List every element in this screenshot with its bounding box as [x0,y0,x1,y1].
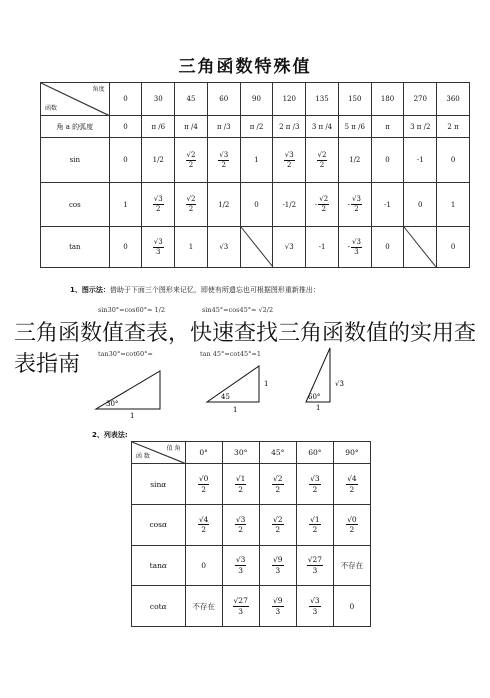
undefined-slash [404,227,436,267]
value-cell [273,182,306,226]
fraction [346,516,358,534]
fraction-numerator: √2 [272,474,283,484]
value-cell [333,464,370,505]
sin-row-label [132,464,186,505]
angle-value: 30 [153,95,163,104]
fraction [309,475,321,493]
function-label: tan [69,243,81,252]
table-row [41,182,470,226]
fraction [272,475,284,493]
fraction [346,475,358,493]
radian-cell [273,116,306,138]
header-bottom-label: 函数 [45,105,58,113]
radian-value: π /2 [249,122,264,131]
value-cell [240,138,273,182]
value-cell [259,504,296,545]
table-row [132,545,371,586]
alpha-symbol: α [161,479,167,489]
value-cell [333,586,370,627]
fraction-denominator: 2 [201,525,206,535]
header-bottom-label: 函 数 [136,453,150,461]
value-cell [222,464,259,505]
angle-header [175,83,208,116]
cell-value: 1 [254,156,259,165]
fraction-numerator: √2 [186,195,196,204]
triangle-30-side: 1 [130,412,135,420]
value-cell [109,138,142,182]
cell-value: -1 [318,243,326,252]
fraction [284,152,295,169]
cell-value: 0 [450,243,456,252]
value-cell [437,227,470,268]
fraction-denominator: 2 [238,525,244,535]
radian-cell [371,116,404,138]
value-cell [296,504,333,545]
diagram-method-note [70,285,320,295]
value-cell [185,464,222,505]
triangle-30-angle: 30° [106,400,119,408]
triangle-45-side-b: 1 [233,406,238,414]
radian-cell [240,116,273,138]
cell-value: 不存在 [192,601,215,611]
header-corner-cell [132,442,186,464]
fraction-numerator: √27 [233,596,248,606]
diagram-method-text: 借助于下面三个图形来记忆，即使有所遗忘也可根据图形重新推出： [109,286,320,294]
radian-value: 5 π /6 [344,122,365,131]
angle-value: 90 [252,95,261,104]
formula-sin30: sin30°=cos60°= 1/2 [98,306,165,314]
cell-value: 0 [201,560,206,570]
angle-header [259,442,296,464]
fraction-denominator: 3 [238,606,244,616]
radian-cell [404,116,437,138]
header-top-label: 角度 [92,86,105,93]
table-row [41,138,470,182]
value-cell [222,545,259,586]
fraction-numerator: √3 [310,596,320,606]
value-cell [109,227,142,268]
function-label: sin [69,156,80,165]
angle-header [306,83,339,116]
fraction-numerator: √9 [272,596,283,606]
cell-value: 0 [254,200,259,209]
fraction-numerator: √9 [272,555,283,565]
value-cell [371,182,404,226]
value-cell [404,138,437,182]
value-cell [240,227,273,268]
diagram-method-label: 1、图示法： [70,286,110,294]
angle-value: 270 [413,95,427,104]
cell-value: 0 [385,243,390,252]
fraction [351,239,362,256]
fraction-denominator: 2 [312,484,318,494]
fraction-numerator: √27 [307,555,323,565]
value-cell [306,138,339,182]
cell-value: -1/2 [282,200,297,209]
value-cell [296,545,333,586]
angle-value: 0 [123,95,128,104]
fraction-denominator: 3 [312,606,318,616]
value-cell [437,138,470,182]
cell-value: 1 [188,243,194,252]
value-cell [296,586,333,627]
value-cell [371,227,404,268]
fraction [351,196,362,213]
value-cell [333,504,370,545]
value-cell [273,138,306,182]
cell-value: 1/2 [152,156,164,165]
list-method-label: 2、列表法: [92,431,128,439]
fraction [318,196,329,213]
fraction [153,196,164,213]
value-cell [333,545,370,586]
angle-header [333,442,370,464]
fraction-numerator: √2 [186,150,196,159]
fraction-numerator: √3 [153,195,163,204]
value-cell [259,586,296,627]
angle-value: 45° [271,448,285,458]
angle-header [296,442,333,464]
radian-value: 2 π /3 [279,122,300,131]
fraction-denominator: 2 [275,484,281,494]
fraction [317,152,328,169]
value-cell [306,227,339,268]
fraction-denominator: 2 [188,205,194,214]
value-cell [371,138,404,182]
fraction [272,516,284,534]
value-cell [338,182,371,226]
triangle-45-side-a: 1 [264,380,269,388]
angle-value: 30° [234,448,248,458]
radian-cell [175,116,208,138]
header-corner-cell [41,83,110,116]
radian-value: 3 π /4 [311,122,333,131]
angle-value: 180 [380,95,395,104]
value-cell [259,464,296,505]
fraction-denominator: 3 [354,247,359,256]
fraction [233,597,249,615]
cell-value: 0 [123,243,128,252]
value-cell [338,227,371,268]
fraction-denominator: 3 [156,247,161,256]
radian-label: 角 a 的弧度 [56,122,94,131]
fraction-numerator: √3 [153,237,163,246]
fraction [218,152,229,169]
special-values-table [40,82,470,268]
function-label: cos [149,520,163,530]
cell-value: 1 [450,200,456,209]
angle-header [240,83,273,116]
fraction-numerator: √2 [317,150,327,159]
value-cell [175,138,208,182]
fraction-denominator: 2 [188,160,194,169]
fraction [235,556,247,574]
fraction-numerator: √3 [310,474,320,484]
fraction [307,556,323,574]
angle-header [222,442,259,464]
fraction-denominator: 2 [221,160,226,169]
angle-header [185,442,222,464]
header-top-label: 值 角 [166,445,181,452]
value-cell [222,586,259,627]
value-cell [404,182,437,226]
value-cell [240,182,273,226]
radian-value: π /6 [151,122,166,131]
value-cell [175,182,208,226]
angle-header [109,83,142,116]
cell-value: √3 [284,243,294,252]
triangle-60-angle: 60° [308,393,321,401]
value-cell [175,227,208,268]
tan-row-label [41,227,110,268]
value-cell [437,182,470,226]
alpha-symbol: α [161,601,167,611]
value-cell [185,545,222,586]
cell-value: 不存在 [340,560,364,570]
function-label: sin [150,479,162,489]
value-cell [142,182,175,226]
angle-value: 0° [199,448,208,458]
angle-value: 60 [219,95,229,104]
formula-tan30: tan30°=cot60°= [98,350,153,358]
fraction [235,516,247,534]
value-cell [142,227,175,268]
radian-value: 2 π [447,122,459,131]
radian-value: 0 [123,122,128,131]
cell-value: 0 [450,156,456,165]
angle-header [207,83,240,116]
function-label: tan [149,560,162,570]
angle-header [142,83,175,116]
cell-value: 0 [349,601,355,611]
fraction-denominator: 3 [275,606,281,616]
fraction-numerator: √3 [235,555,246,565]
cell-value: 0 [385,156,390,165]
radian-value: π [385,122,390,131]
cell-value: -1 [416,156,424,165]
fraction-numerator: √3 [219,150,229,159]
angle-value: 135 [315,95,329,104]
value-cell [185,586,222,627]
cot-row-label [132,586,186,627]
value-cell [296,464,333,505]
value-cell [207,182,240,226]
fraction-numerator: √4 [347,474,357,484]
radian-cell [437,116,470,138]
alpha-symbol: α [162,520,168,530]
fraction [309,597,321,615]
fraction-denominator: 2 [319,160,325,169]
cell-value: 0 [123,156,128,165]
undefined-slash [241,227,273,267]
fraction-numerator: √4 [198,514,209,524]
angle-header [338,83,371,116]
radian-cell [207,116,240,138]
fraction-denominator: 2 [156,205,161,214]
fraction [272,556,284,574]
angle-header [371,83,404,116]
value-cell [207,227,240,268]
angle-value: 120 [282,95,296,104]
fraction-denominator: 2 [349,525,355,535]
angle-value: 360 [446,95,460,104]
list-method-table [131,441,371,627]
alpha-symbol: α [161,560,167,570]
fraction-numerator: √0 [347,514,357,524]
fraction-denominator: 2 [349,484,355,494]
fraction-numerator: √3 [351,195,361,204]
value-cell [306,182,339,226]
formula-tan45: tan 45°=cot45°=1 [200,350,261,358]
radian-cell [306,116,339,138]
fraction [235,475,247,493]
fraction [186,152,197,169]
fraction-denominator: 2 [321,205,326,214]
table-row [132,464,371,505]
value-cell [142,138,175,182]
value-cell [338,138,371,182]
angle-value: 150 [348,95,362,104]
triangle-60-side-b: √3 [335,380,344,388]
fraction [309,516,321,534]
value-cell [259,545,296,586]
fraction [198,475,210,493]
value-cell [185,504,222,545]
fraction [186,196,197,213]
fraction-denominator: 2 [238,484,244,494]
tan-row-label [132,545,186,586]
fraction-denominator: 3 [312,565,318,575]
fraction [153,239,164,256]
fraction-denominator: 2 [201,484,206,494]
table-row [132,504,371,545]
fraction-denominator: 2 [287,160,292,169]
triangle-45-angle: 45 [221,393,230,401]
radian-value: π /3 [216,122,231,131]
table-row [132,586,371,627]
value-cell [109,182,142,226]
fraction [272,597,284,615]
radian-value: 3 π /2 [410,122,431,131]
radian-cell [142,116,175,138]
cell-value: 0 [418,200,423,209]
header-row [41,83,470,116]
angle-header [437,83,470,116]
table-row [41,227,470,268]
cos-row-label [41,182,110,226]
radian-row-label [41,116,110,138]
fraction-numerator: √3 [284,150,294,159]
fraction [198,516,210,534]
cell-value: 1/2 [349,156,361,165]
cell-value: √3 [219,243,229,252]
header-row [132,442,371,464]
page-title: 三角函数特殊值 [178,57,312,77]
minus-sign: - [314,200,318,209]
fraction-denominator: 2 [275,525,281,535]
minus-sign: - [347,243,350,252]
sin-row-label [41,138,110,182]
fraction-numerator: √3 [235,514,246,524]
fraction-numerator: √3 [351,237,361,246]
value-cell [273,227,306,268]
fraction-numerator: √2 [272,514,283,524]
angle-value: 60° [308,448,322,458]
radian-cell [109,116,142,138]
angle-header [404,83,437,116]
value-cell [222,504,259,545]
fraction-numerator: √0 [198,474,209,484]
fraction-numerator: √2 [319,195,329,204]
value-cell [207,138,240,182]
angle-value: 90° [345,448,359,458]
radian-row [41,116,470,138]
angle-value: 45 [186,95,196,104]
angle-header [273,83,306,116]
formula-sin45: sin45°=cos45°= √2/2 [202,306,274,314]
triangle-60-side-a: 1 [316,404,321,412]
radian-cell [338,116,371,138]
radian-value: π /4 [184,122,198,131]
fraction-denominator: 3 [275,565,281,575]
cos-row-label [132,504,186,545]
fraction-numerator: √1 [235,474,246,484]
fraction-numerator: √1 [310,514,320,524]
fraction-denominator: 2 [312,525,318,535]
cell-value: 1 [123,200,128,209]
cell-value: 1/2 [218,200,230,209]
function-label: cos [68,200,81,209]
article-title-overlay: 三角函数值查表，快速查找三角函数值的实用查表指南 [14,321,477,377]
cell-value: -1 [384,200,391,209]
minus-sign: - [347,200,350,209]
fraction-denominator: 2 [354,205,359,214]
fraction-denominator: 3 [238,565,244,575]
value-cell [404,227,437,268]
function-label: cot [149,601,162,611]
